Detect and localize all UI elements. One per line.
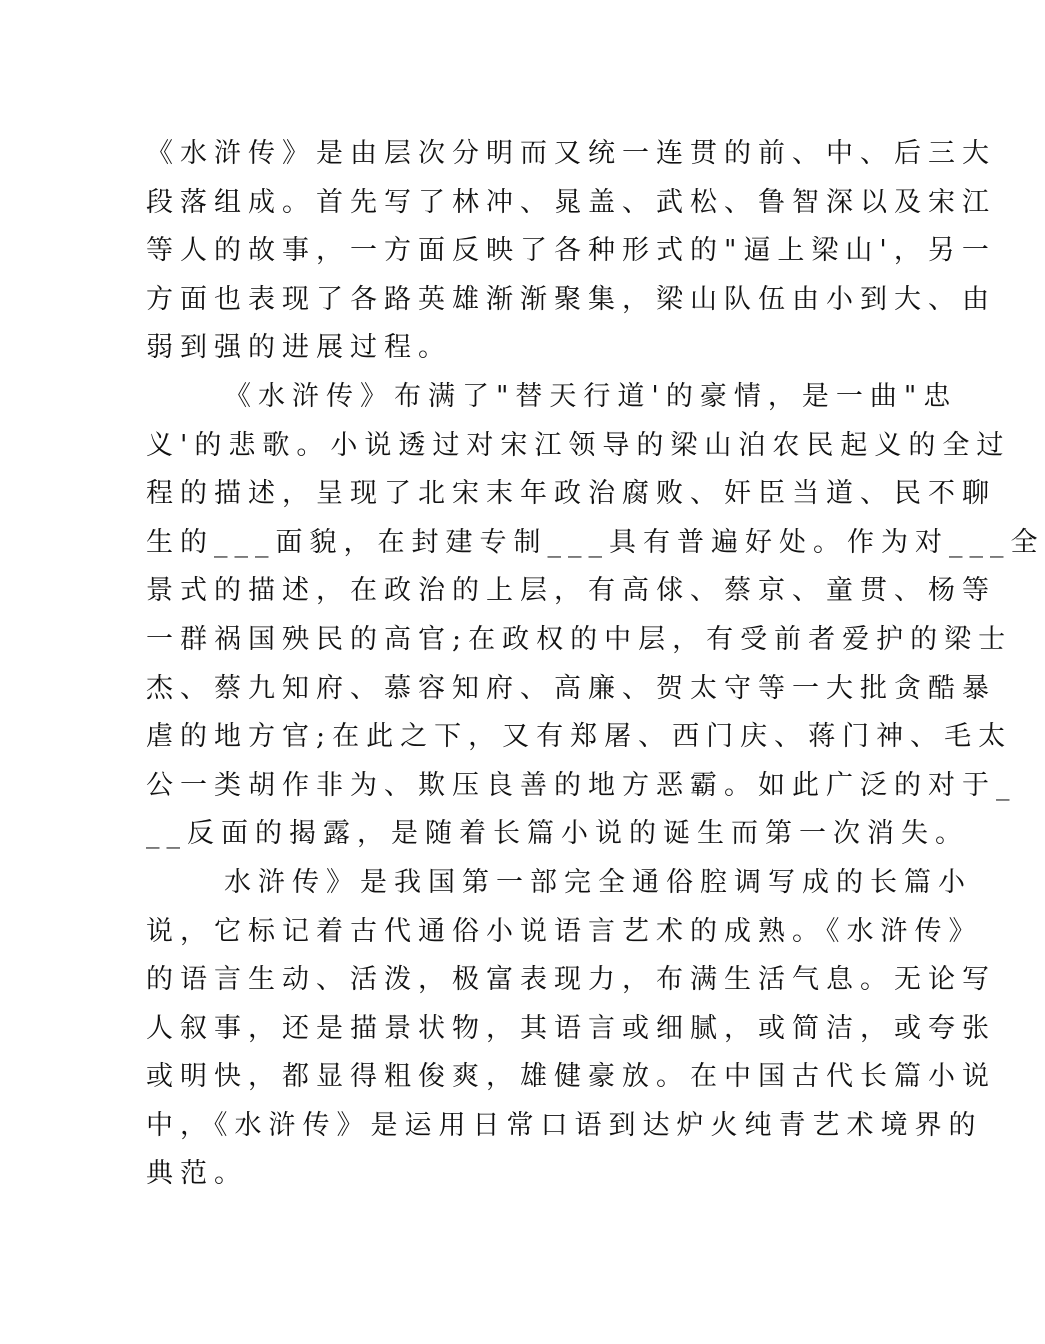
paragraph-language [146,859,996,1199]
text-line: 弱到强的进展过程。 [146,332,452,364]
text-line: 杰、蔡九知府、慕容知府、高廉、贺太守等一大批贪酷暴 [146,672,996,704]
text-line: 等人的故事，一方面反映了各种形式的"逼上梁山'，另一 [146,235,996,267]
text-line: 义'的悲歌。小说透过对宋江领导的梁山泊农民起义的全过 [146,429,1011,461]
text-line: 水浒传》是我国第一部完全通俗腔调写成的长篇小 [224,866,972,898]
text-line: 或明快，都显得粗俊爽，雄健豪放。在中国古代长篇小说 [146,1061,996,1093]
text-line: 段落组成。首先写了林冲、晁盖、武松、鲁智深以及宋江 [146,186,996,218]
text-line: 《水浒传》布满了"替天行道'的豪情，是一曲"忠 [224,380,958,412]
text-line: 《水浒传》是由层次分明而又统一连贯的前、中、后三大 [146,138,996,169]
text-line: 程的描述，呈现了北宋末年政治腐败、奸臣当道、民不聊 [146,478,996,510]
text-line: 中，《水浒传》是运用日常口语到达炉火纯青艺术境界的 [146,1109,983,1141]
text-line: 人叙事，还是描景状物，其语言或细腻，或简洁，或夸张 [146,1012,996,1044]
text-line: 典范。 [146,1158,248,1190]
text-line: 景式的描述，在政治的上层，有高俅、蔡京、童贯、杨等 [146,575,996,607]
text-line: 虐的地方官;在此之下，又有郑屠、西门庆、蒋门神、毛太 [146,721,1013,753]
text-line: 方面也表现了各路英雄渐渐聚集，梁山队伍由小到大、由 [146,283,996,315]
text-line: __反面的揭露，是随着长篇小说的诞生而第一次消失。 [146,818,969,850]
document-body [146,130,1045,1199]
paragraph-themes [146,373,1045,859]
text-line: 生的___面貌，在封建专制___具有普遍好处。作为对___全 [146,526,1045,558]
paragraph-structure [146,130,996,373]
text-line: 的语言生动、活泼，极富表现力，布满生活气息。无论写 [146,964,996,996]
text-line: 说，它标记着古代通俗小说语言艺术的成熟。《水浒传》 [146,915,983,947]
text-line: 一群祸国殃民的高官;在政权的中层，有受前者爱护的梁士 [146,623,1013,655]
text-line: 公一类胡作非为、欺压良善的地方恶霸。如此广泛的对于_ [146,769,1017,801]
